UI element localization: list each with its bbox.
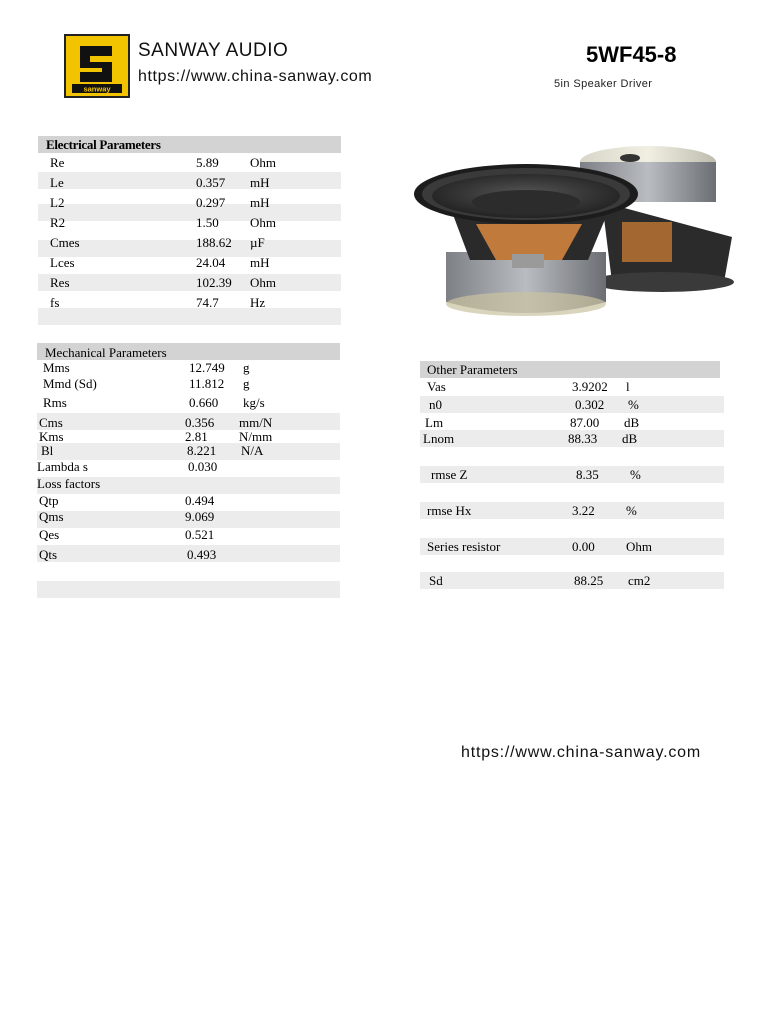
param-name: Mms xyxy=(43,360,70,375)
param-unit: l xyxy=(626,379,630,394)
param-unit: % xyxy=(626,503,637,518)
param-value: 0.00 xyxy=(572,539,595,554)
param-name: Qms xyxy=(39,509,64,524)
param-unit: g xyxy=(243,360,250,375)
param-unit: Ohm xyxy=(626,539,652,554)
param-value: 8.35 xyxy=(576,467,599,482)
sanway-logo xyxy=(64,34,130,98)
footer-website-link[interactable]: https://www.china-sanway.com xyxy=(461,744,701,761)
param-name: Series resistor xyxy=(427,539,501,554)
param-value: 3.9202 xyxy=(572,379,608,394)
param-unit: N/mm xyxy=(239,429,273,444)
param-name: Lambda s xyxy=(37,459,88,474)
param-name: Lnom xyxy=(423,431,455,446)
param-value: 5.89 xyxy=(196,155,219,170)
param-name: Qes xyxy=(39,527,60,542)
param-unit: g xyxy=(243,376,250,391)
param-value: 2.81 xyxy=(185,429,208,444)
product-subtitle: 5in Speaker Driver xyxy=(554,78,653,90)
param-name: Cmes xyxy=(50,235,80,250)
param-name: L2 xyxy=(50,195,65,210)
param-value: 188.62 xyxy=(196,235,232,250)
param-value: 88.33 xyxy=(568,431,598,446)
param-unit: kg/s xyxy=(243,395,265,410)
param-value: 12.749 xyxy=(189,360,225,375)
param-unit: Ohm xyxy=(250,215,276,230)
param-name: n0 xyxy=(429,397,442,412)
param-name: Le xyxy=(50,175,64,190)
param-value: 87.00 xyxy=(570,415,600,430)
param-value: 0.494 xyxy=(185,493,215,508)
speaker-product-image xyxy=(412,142,738,322)
param-unit: dB xyxy=(624,415,640,430)
param-unit: cm2 xyxy=(628,573,651,588)
electrical-title: Electrical Parameters xyxy=(46,137,161,152)
param-value: 102.39 xyxy=(196,275,232,290)
param-unit: mH xyxy=(250,195,270,210)
website-link[interactable]: https://www.china-sanway.com xyxy=(138,68,373,85)
param-unit: N/A xyxy=(241,443,264,458)
param-name: Mmd (Sd) xyxy=(43,376,97,391)
param-value: 74.7 xyxy=(196,295,219,310)
param-name: Cms xyxy=(39,415,63,430)
param-name: Kms xyxy=(39,429,64,444)
param-unit: mH xyxy=(250,175,270,190)
param-value: 0.357 xyxy=(196,175,226,190)
model-number: 5WF45-8 xyxy=(586,42,677,67)
electrical-parameters-table xyxy=(38,136,342,328)
param-unit: Hz xyxy=(250,295,266,310)
mechanical-title: Mechanical Parameters xyxy=(45,345,167,360)
param-value: 24.04 xyxy=(196,255,226,270)
mechanical-parameters-table xyxy=(37,343,341,601)
param-name: Lm xyxy=(425,415,444,430)
param-unit: Ohm xyxy=(250,155,276,170)
param-unit: % xyxy=(628,397,639,412)
param-name: Res xyxy=(50,275,70,290)
param-name: Qts xyxy=(39,547,58,562)
param-value: 0.356 xyxy=(185,415,215,430)
loss-factors-label: Loss factors xyxy=(37,476,101,491)
param-value: 8.221 xyxy=(187,443,217,458)
param-unit: Ohm xyxy=(250,275,276,290)
param-name: Lces xyxy=(50,255,75,270)
other-title: Other Parameters xyxy=(427,362,518,377)
param-value: 0.493 xyxy=(187,547,217,562)
param-unit: µF xyxy=(250,235,265,250)
param-value: 0.297 xyxy=(196,195,226,210)
param-name: Sd xyxy=(429,573,443,588)
param-unit: % xyxy=(630,467,641,482)
param-value: 0.521 xyxy=(185,527,215,542)
param-name: rmse Hx xyxy=(427,503,472,518)
param-name: Rms xyxy=(43,395,67,410)
param-name: fs xyxy=(50,295,60,310)
param-value: 11.812 xyxy=(189,376,225,391)
param-value: 0.660 xyxy=(189,395,219,410)
param-name: rmse Z xyxy=(431,467,468,482)
brand-name: SANWAY AUDIO xyxy=(138,40,289,61)
param-value: 1.50 xyxy=(196,215,219,230)
param-name: R2 xyxy=(50,215,66,230)
param-value: 3.22 xyxy=(572,503,595,518)
param-name: Bl xyxy=(41,443,54,458)
param-value: 0.030 xyxy=(188,459,218,474)
param-value: 9.069 xyxy=(185,509,215,524)
svg-text:sanway: sanway xyxy=(83,84,111,94)
param-unit: mm/N xyxy=(239,415,273,430)
param-name: Qtp xyxy=(39,493,59,508)
other-parameters-table xyxy=(420,361,726,593)
param-value: 0.302 xyxy=(575,397,605,412)
param-name: Re xyxy=(50,155,65,170)
param-unit: dB xyxy=(622,431,638,446)
param-value: 88.25 xyxy=(574,573,604,588)
param-unit: mH xyxy=(250,255,270,270)
param-name: Vas xyxy=(427,379,446,394)
